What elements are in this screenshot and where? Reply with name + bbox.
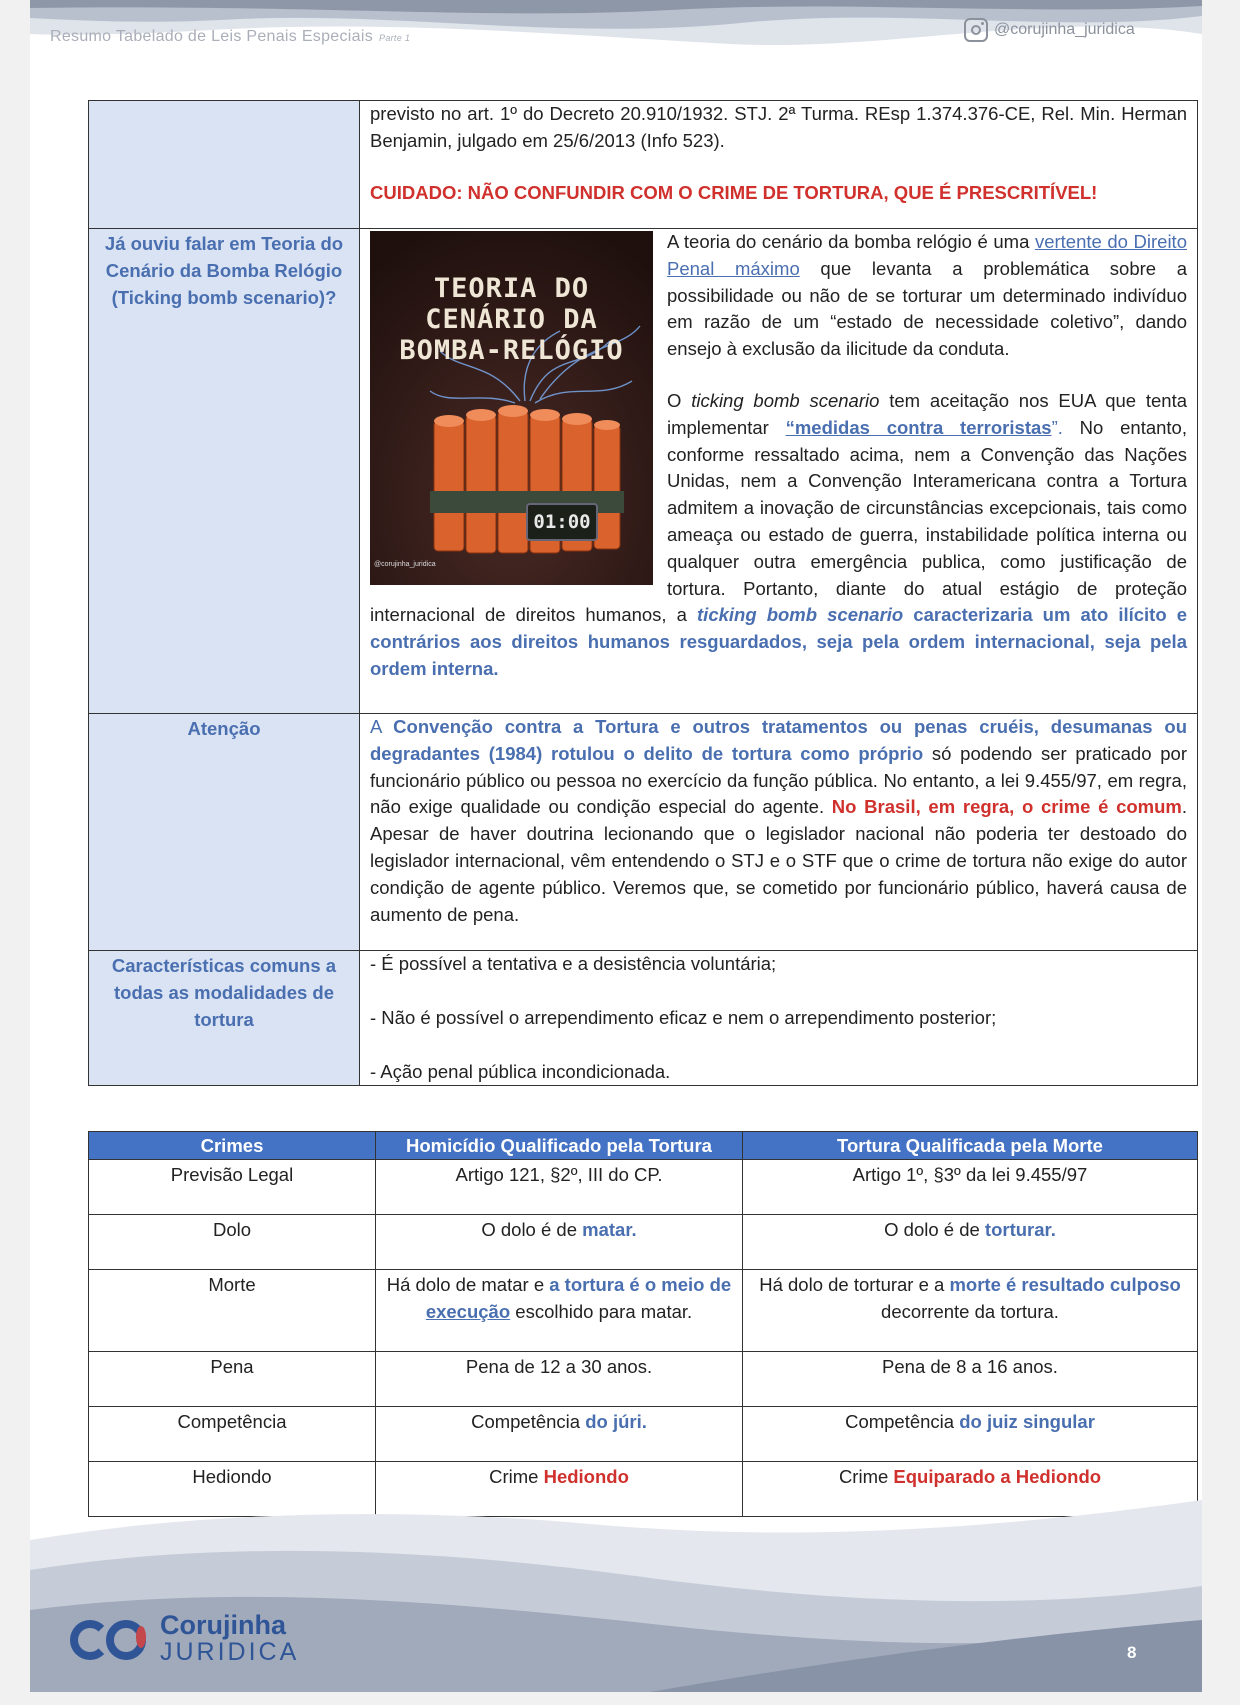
text-span: Crime (489, 1466, 544, 1487)
instagram-text: @corujinha_juridica (994, 21, 1135, 38)
bomb-image-credit: @corujinha_juridica (374, 561, 436, 569)
cell-value (376, 1215, 743, 1270)
col-header-tortura: Tortura Qualificada pela Morte (743, 1132, 1198, 1160)
row-label-caracteristicas: Características comuns a todas as modalidades de tortura (89, 951, 360, 1086)
row-label: Previsão Legal (89, 1160, 376, 1215)
text-span: só podendo ser praticado por funcionário público ou pessoa no exercício da função pública. No entanto, a lei 9.455/97, em regra, não exige qualidade ou condição especial do agente. (370, 742, 1187, 818)
text-span: . Apesar de haver doutrina lecionando que o legislador nacional não poderia ter destoado do legislador internacional, vêm entendendo o STJ e o STF que o crime de tortura não exige do autor condição de agente público. Veremos que, se cometido por funcionário público, haverá causa de aumento de pena. (370, 796, 1187, 925)
row-label: Competência (89, 1407, 376, 1462)
document-header-title (50, 28, 410, 46)
medidas-contra-terroristas-link[interactable]: “medidas contra terroristas (785, 416, 1052, 438)
col-header-crimes: Crimes (89, 1132, 376, 1160)
instagram-handle (964, 18, 1135, 42)
text-span: torturar. (984, 1219, 1056, 1240)
cell-value (743, 1215, 1198, 1270)
text-span: do júri. (585, 1411, 647, 1432)
bomb-image-title: TEORIA DO CENÁRIO DA BOMBA-RELÓGIO (399, 273, 624, 366)
corujinha-logo (70, 1610, 300, 1670)
text-span: a tortura é o meio de (549, 1274, 732, 1295)
list-item: - Não é possível o arrependimento eficaz e nem o arrependimento posterior; (370, 1006, 997, 1028)
text-span: culposo (1109, 1274, 1181, 1295)
col-header-homicidio: Homicídio Qualificado pela Tortura (376, 1132, 743, 1160)
instagram-icon (964, 18, 988, 42)
text-span: do juiz singular (959, 1411, 1095, 1432)
row-content-ticking-bomb (360, 229, 1198, 714)
table-row (89, 1160, 1198, 1215)
text-span: morte é resultado (949, 1274, 1110, 1295)
list-item: - É possível a tentativa e a desistência voluntária; (370, 953, 777, 974)
text-span: decorrente da tortura. (881, 1300, 1059, 1322)
text-span: Crime (838, 1466, 894, 1487)
text-span: Equiparado a Hediondo (893, 1466, 1102, 1487)
row-label-empty (89, 101, 360, 229)
cell-value (376, 1407, 743, 1462)
text-span: A teoria do cenário da bomba relógio é uma (667, 231, 1035, 252)
row-label: Hediondo (89, 1462, 376, 1517)
text-span: caracterizaria um ato ilícito e contrários aos direitos humanos resguardados, seja pela ordem internacional, seja pela ordem interna. (370, 604, 1187, 679)
cell-value (743, 1270, 1198, 1352)
text-span: No entanto, conforme ressaltado acima, nem a Convenção das Nações Unidas, nem a Convenção Interamericana contra a Tortura admitem a inovação de circunstâncias excepcionais, tais como ameaça ou estado de guerra, instabilidade política interna ou qualquer outra emergência publica, como justificação de tortura. Portanto, diante do atual estágio de proteção internacional de direitos humanos, a (370, 416, 1187, 626)
row-label-ticking-bomb: Já ouviu falar em Teoria do Cenário da Bomba Relógio (Ticking bomb scenario)? (89, 229, 360, 714)
text-span: execução (425, 1300, 511, 1322)
table-row (89, 951, 1198, 1086)
text-span: O (667, 389, 692, 411)
text-span: tem aceitação nos EUA que tenta implementar (667, 389, 1188, 438)
table-row (89, 1352, 1198, 1407)
cell-value (743, 1407, 1198, 1462)
text-span: matar. (582, 1219, 637, 1240)
row-content-atencao (360, 714, 1198, 951)
text-span: Competência (471, 1411, 586, 1432)
row-label: Morte (89, 1270, 376, 1352)
text-span: Hediondo (543, 1466, 629, 1487)
document-page (30, 0, 1202, 1692)
header-title-text: Resumo Tabelado de Leis Penais Especiais (50, 28, 374, 45)
cell-value: Artigo 121, §2º, III do CP. (376, 1160, 743, 1215)
text-span: O dolo é de (884, 1219, 985, 1240)
row-content-caracteristicas (360, 951, 1198, 1086)
cell-value (376, 1270, 743, 1352)
text-span: ”. (1051, 416, 1063, 438)
row-label: Dolo (89, 1215, 376, 1270)
logo-name-line1: Corujinha (160, 1610, 286, 1640)
summary-table (88, 100, 1198, 1086)
precedent-text: previsto no art. 1º do Decreto 20.910/1932. STJ. 2ª Turma. REsp 1.374.376-CE, Rel. Min. Herman Benjamin, julgado em 25/6/2013 (Info 523). (370, 103, 1187, 151)
direito-penal-maximo-link[interactable]: vertente do Direito Penal máximo (667, 231, 1187, 279)
text-span: A (370, 716, 394, 737)
text-span: Há dolo de torturar e a (759, 1274, 950, 1295)
cell-value: Pena de 12 a 30 anos. (376, 1352, 743, 1407)
text-span: No Brasil, em regra, o crime é comum (831, 796, 1182, 818)
row-content-precedent (360, 101, 1198, 229)
text-span: O dolo é de (481, 1219, 583, 1240)
row-label-atencao: Atenção (89, 714, 360, 951)
logo-owl-beak (136, 1626, 146, 1648)
logo-name-line2: JURIDICA (160, 1638, 300, 1666)
cell-value: Pena de 8 a 16 anos. (743, 1352, 1198, 1407)
text-span: ticking bomb scenario (697, 604, 904, 626)
text-span: que levanta a problemática sobre a possibilidade ou não de se torturar um determinado indivíduo em razão de um “estado de necessidade coletivo”, dando ensejo à exclusão da ilicitude da conduta. (667, 257, 1188, 360)
text-span: Convenção contra a Tortura e outros tratamentos ou penas cruéis, desumanas ou degradantes (1984) rotulou o delito de tortura como próprio (370, 716, 1187, 764)
comparison-table (88, 1131, 1198, 1517)
table-row (89, 1270, 1198, 1352)
list-item: - Ação penal pública incondicionada. (370, 1060, 671, 1082)
text-span: escolhido para matar. (510, 1300, 693, 1322)
table-row (89, 101, 1198, 229)
cell-value: Artigo 1º, §3º da lei 9.455/97 (743, 1160, 1198, 1215)
header-part: Parte 1 (379, 33, 411, 43)
page-number: 8 (1127, 1643, 1137, 1662)
bomb-timer: 01:00 (526, 503, 598, 541)
table-row (89, 1215, 1198, 1270)
row-label: Pena (89, 1352, 376, 1407)
logo-owl-eye-left (70, 1620, 110, 1660)
text-span: ticking bomb scenario (691, 389, 880, 411)
table-row (89, 229, 1198, 714)
table-row (89, 714, 1198, 951)
comparison-header-row (89, 1132, 1198, 1160)
table-row (89, 1407, 1198, 1462)
ticking-bomb-image (370, 231, 653, 585)
warning-text: CUIDADO: NÃO CONFUNDIR COM O CRIME DE TORTURA, QUE É PRESCRITÍVEL! (370, 181, 1098, 203)
text-span: Há dolo de matar e (386, 1274, 550, 1295)
text-span: Competência (845, 1411, 960, 1432)
